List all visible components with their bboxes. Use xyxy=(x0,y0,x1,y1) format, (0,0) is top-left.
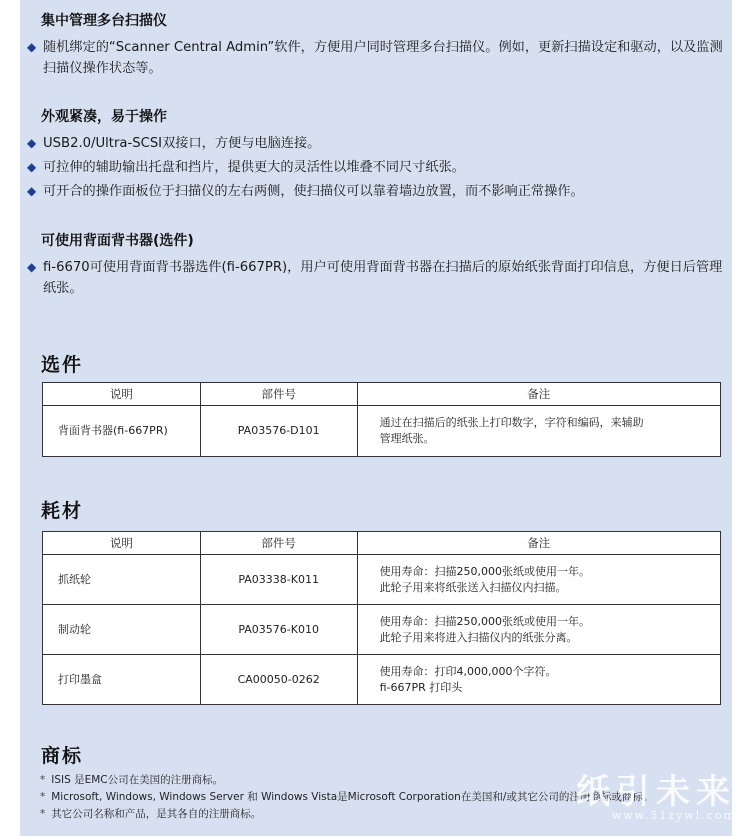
column-header-part: 部件号 xyxy=(200,532,357,555)
feature-title-compact: 外观紧凑，易于操作 xyxy=(41,109,167,125)
note-line: 使用寿命：扫描250,000张纸或使用一年。 xyxy=(379,614,591,628)
table-row xyxy=(43,605,721,655)
note-line: 管理纸张。 xyxy=(379,432,435,445)
consumables-section-title: 耗材 xyxy=(41,500,84,522)
note-line: 使用寿命：打印4,000,000个字符。 xyxy=(379,664,557,678)
diamond-bullet-icon: ◆ xyxy=(27,136,37,150)
row-desc: 背面背书器(fi-667PR) xyxy=(43,406,201,457)
bullet-text: fi-6670可使用背面背书器选件(fi-667PR)，用户可使用背面背书器在扫描后的原始纸张背面打印信息，方便日后管理纸张。 xyxy=(43,260,723,296)
row-note xyxy=(357,655,720,705)
column-header-note: 备注 xyxy=(357,532,720,555)
diamond-bullet-icon: ◆ xyxy=(27,40,37,54)
row-part-number: PA03576-D101 xyxy=(200,406,357,457)
note-line: 此轮子用来将进入扫描仪内的纸张分离。 xyxy=(379,630,578,644)
feature-bullet xyxy=(27,157,727,178)
trademark-line xyxy=(40,806,261,821)
diamond-bullet-icon: ◆ xyxy=(27,184,37,198)
bullet-text: 可开合的操作面板位于扫描仪的左右两侧，使扫描仪可以靠着墙边放置，而不影响正常操作。 xyxy=(43,184,584,199)
table-row xyxy=(43,555,721,605)
watermark xyxy=(576,764,736,822)
note-line: 此轮子用来将纸张送入扫描仪内扫描。 xyxy=(379,580,567,594)
feature-bullet xyxy=(27,181,727,202)
feature-bullet xyxy=(27,257,727,299)
column-header-desc: 说明 xyxy=(43,532,201,555)
asterisk-icon: * xyxy=(40,808,46,820)
trademark-text: ISIS 是EMC公司在美国的注册商标。 xyxy=(51,774,224,786)
column-header-part: 部件号 xyxy=(200,383,357,406)
table-header-row xyxy=(43,532,721,555)
bullet-text: 随机绑定的“Scanner Central Admin”软件，方便用户同时管理多台扫描仪。例如，更新扫描设定和驱动，以及监测扫描仪操作状态等。 xyxy=(43,40,723,76)
row-part-number: CA00050-0262 xyxy=(200,655,357,705)
options-section-title: 选件 xyxy=(41,354,84,376)
options-table xyxy=(42,382,721,457)
feature-title-central-admin: 集中管理多台扫描仪 xyxy=(41,13,167,29)
consumables-table xyxy=(42,531,721,705)
table-row xyxy=(43,406,721,457)
watermark-logo: 纸引未来 xyxy=(576,772,736,812)
feature-title-endorser: 可使用背面背书器(选件) xyxy=(41,233,194,249)
row-part-number: PA03576-K010 xyxy=(200,605,357,655)
diamond-bullet-icon: ◆ xyxy=(27,160,37,174)
diamond-bullet-icon: ◆ xyxy=(27,260,37,274)
feature-bullet xyxy=(27,133,727,154)
trademark-text: Microsoft, Windows, Windows Server 和 Windows Vista是Microsoft Corporation在美国和/或其它公司的注册商标或商标。 xyxy=(51,791,654,803)
bullet-text: USB2.0/Ultra-SCSI双接口，方便与电脑连接。 xyxy=(43,136,321,151)
asterisk-icon: * xyxy=(40,791,46,803)
column-header-desc: 说明 xyxy=(43,383,201,406)
row-note xyxy=(357,555,720,605)
asterisk-icon: * xyxy=(40,774,46,786)
bullet-text: 可拉伸的辅助输出托盘和挡片，提供更大的灵活性以堆叠不同尺寸纸张。 xyxy=(43,160,465,175)
table-row xyxy=(43,655,721,705)
row-desc: 打印墨盒 xyxy=(43,655,201,705)
row-desc: 抓纸轮 xyxy=(43,555,201,605)
column-header-note: 备注 xyxy=(357,383,720,406)
note-line: fi-667PR 打印头 xyxy=(379,680,463,694)
table-header-row xyxy=(43,383,721,406)
trademark-line xyxy=(40,772,223,787)
trademarks-section-title: 商标 xyxy=(41,745,84,767)
note-line: 使用寿命：扫描250,000张纸或使用一年。 xyxy=(379,564,591,578)
trademark-line xyxy=(40,789,653,804)
row-note xyxy=(357,406,720,457)
note-line: 通过在扫描后的纸张上打印数字，字符和编码，来辅助 xyxy=(379,416,644,429)
trademark-text: 其它公司名称和产品，是其各自的注册商标。 xyxy=(51,808,262,820)
watermark-url: www.51zywl.com xyxy=(611,809,736,822)
row-note xyxy=(357,605,720,655)
row-desc: 制动轮 xyxy=(43,605,201,655)
feature-bullet xyxy=(27,37,727,79)
row-part-number: PA03338-K011 xyxy=(200,555,357,605)
